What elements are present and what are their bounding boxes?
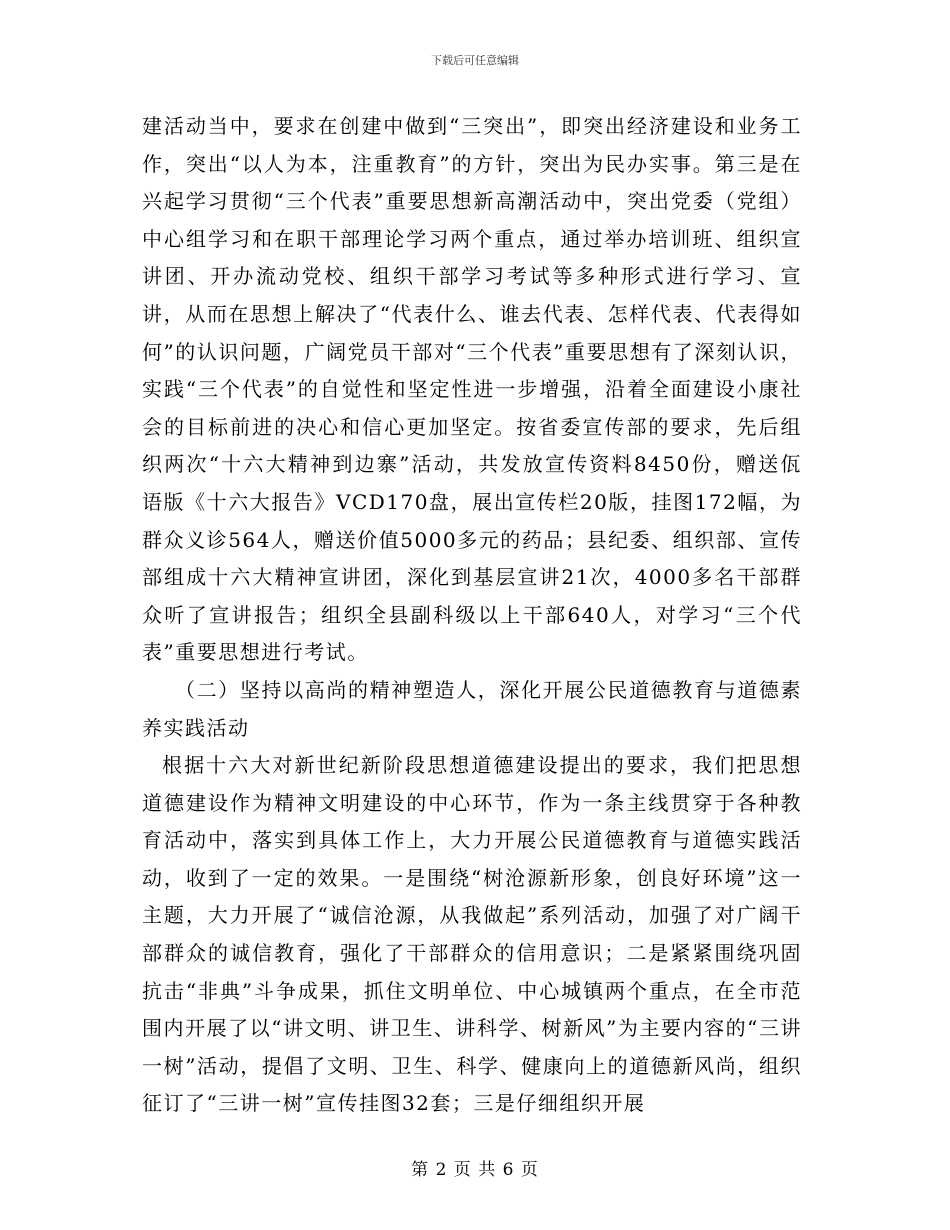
section-heading-2: （二）坚持以高尚的精神塑造人，深化开展公民道德教育与道德素养实践活动: [142, 677, 802, 740]
body-paragraph-moral-education: 根据十六大对新世纪新阶段思想道德建设提出的要求，我们把思想道德建设作为精神文明建设的中心环节，作为一条主线贯穿于各种教育活动中，落实到具体工作上，大力开展公民道德教育与道德实践活动，收到了一定的效果。一是围绕“树沧源新形象，创良好环境”这一主题，大力开展了“诚信沧源，从我做起”系列活动，加强了对广阔干部群众的诚信教育，强化了干部群众的信用意识；二是紧紧围绕巩固抗击“非典”斗争成果，抓住文明单位、中心城镇两个重点，在全市范围内开展了以“讲文明、讲卫生、讲科学、树新风”为主要内容的“三讲一树”活动，提倡了文明、卫生、科学、健康向上的道德新风尚，组织征订了“三讲一树”宣传挂图32套；三是仔细组织开展: [142, 753, 802, 1116]
body-paragraph-continuation: 建活动当中，要求在创建中做到“三突出”，即突出经济建设和业务工作，突出“以人为本，注重教育”的方针，突出为民办实事。第三是在兴起学习贯彻“三个代表”重要思想新高潮活动中，突出党委（党组）中心组学习和在职干部理论学习两个重点，通过举办培训班、组织宣讲团、开办流动党校、组织干部学习考试等多种形式进行学习、宣讲，从而在思想上解决了“代表什么、谁去代表、怎样代表、代表得如何”的认识问题，广阔党员干部对“三个代表”重要思想有了深刻认识，实践“三个代表”的自觉性和坚定性进一步增强，沿着全面建设小康社会的目标前进的决心和信心更加坚定。按省委宣传部的要求，先后组织两次“十六大精神到边寨”活动，共发放宣传资料8450份，赠送佤语版《十六大报告》VCD170盘，展出宣传栏20版，挂图172幅，为群众义诊564人，赠送价值5000多元的药品；县纪委、组织部、宣传部组成十六大精神宣讲团，深化到基层宣讲21次，4000多名干部群众听了宣讲报告；组织全县副科级以上干部640人，对学习“三个代表”重要思想进行考试。: [142, 114, 802, 665]
page-number: 第 2 页 共 6 页: [411, 1160, 539, 1180]
page-header-note: 下载后可任意编辑: [431, 54, 519, 67]
document-body: [142, 108, 802, 1123]
